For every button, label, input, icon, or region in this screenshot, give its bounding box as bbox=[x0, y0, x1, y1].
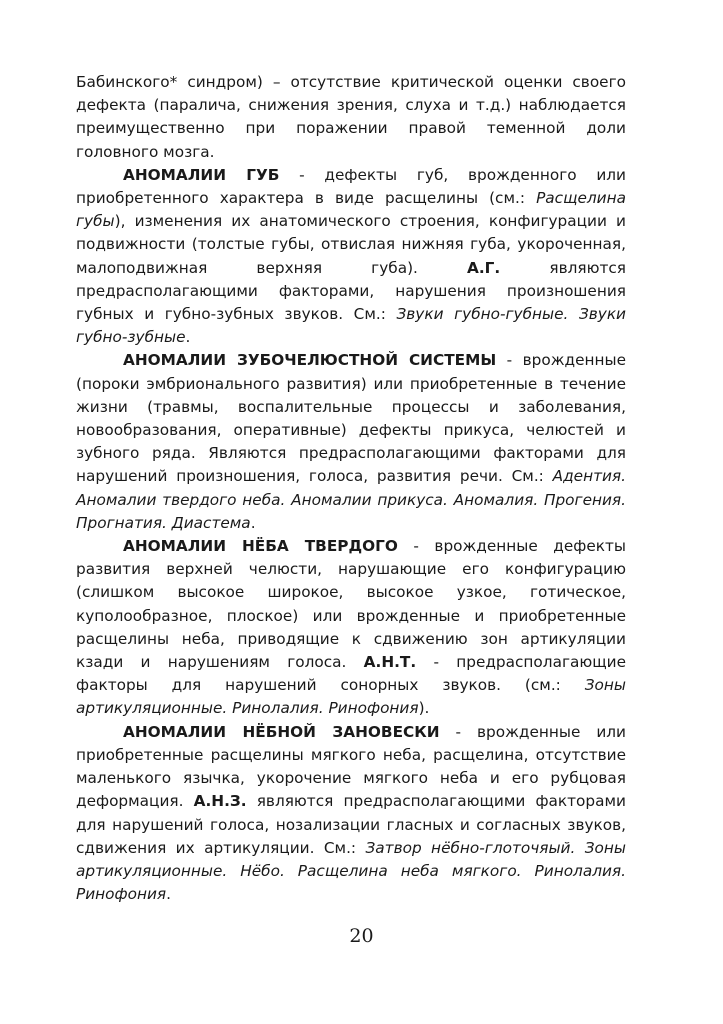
cross-reference: Звуки губно-губные. Звуки губно-зубные bbox=[76, 305, 626, 347]
entry-dentofacial-anomalies bbox=[76, 349, 626, 535]
entry-body: - дефекты губ, врожденного или приобретенного характера в виде расщелины (см.: bbox=[76, 165, 626, 208]
entry-tail: . bbox=[250, 513, 256, 532]
entry-term: АНОМАЛИИ НЁБНОЙ ЗАНОВЕСКИ bbox=[123, 722, 440, 741]
cross-reference: Адентия. Аномалии твердого неба. Аномалии прикуса. Аномалия. Прогения. Прогнатия. Диастема bbox=[76, 467, 626, 532]
entry-body: - врожденные или приобретенные расщелины мягкого неба, расщелина, отсутствие маленького язычка, укорочение мягкого неба и его рубцовая деформация. bbox=[76, 722, 626, 811]
cross-reference: Затвор нёбно-глоточяый. Зоны артикуляционные. Нёбо. Расщелина неба мягкого. Ринолалия. Ринофония bbox=[76, 838, 626, 904]
intro-paragraph bbox=[76, 71, 626, 164]
entry-tail: . bbox=[185, 328, 191, 347]
cross-reference: Расщелина губы bbox=[76, 189, 626, 231]
entry-abbreviation: А.Г. bbox=[467, 258, 501, 277]
entry-body: являются предрасполагающими факторами, нарушения произношения губных и губно-зубных звуков. См.: bbox=[76, 258, 626, 324]
entry-body: - предрасполагающие факторы для нарушений сонорных звуков. (см.: bbox=[76, 653, 626, 695]
entry-term: АНОМАЛИИ НЁБА ТВЕРДОГО bbox=[123, 537, 398, 556]
entry-term: АНОМАЛИИ ГУБ bbox=[123, 165, 280, 184]
entry-body: ), изменения их анатомического строения, конфигурации и подвижности (толстые губы, отвислая нижняя губа, укороченная, малоподвижная верхняя губа). bbox=[76, 212, 626, 277]
page-number: 20 bbox=[349, 925, 374, 947]
entry-body: являются предрасполагающими факторами для нарушений голоса, нозализации гласных и согласных звуков, сдвижения их артикуляции. См.: bbox=[76, 792, 626, 857]
entry-abbreviation: А.Н.Т. bbox=[363, 653, 417, 672]
entry-tail: ). bbox=[418, 699, 430, 718]
entry-body: - врожденные (пороки эмбрионального развития) или приобретенные в течение жизни (травмы, воспалительные процессы и заболевания, новообразования, оперативные) дефекты прикуса, челюстей и зубного ряда. Являются предрасполагающими факторами для нарушений произношения, голоса, развития речи. См.: bbox=[76, 351, 626, 486]
entry-body: - врожденные дефекты развития верхней челюсти, нарушающие его конфигурацию (слишком высокое широкое, высокое узкое, готическое, куполообразное, плоское) или врожденные и приобретенные расщелины неба, приводящие к сдвижению зон артикуляции кзади и нарушениям голоса. bbox=[76, 537, 626, 672]
entry-lip-anomalies bbox=[76, 164, 626, 350]
entry-term: АНОМАЛИИ ЗУБОЧЕЛЮСТНОЙ СИСТЕМЫ bbox=[123, 351, 497, 370]
entry-abbreviation: А.Н.З. bbox=[193, 792, 247, 811]
intro-text: Бабинского* синдром) – отсутствие критической оценки своего дефекта (паралича, снижения зрения, слуха и т.д.) наблюдается преимущественно при поражении правой теменной доли головного мозга. bbox=[76, 73, 626, 161]
cross-reference: Зоны артикуляционные. Ринолалия. Ринофония bbox=[76, 676, 626, 718]
entry-hard-palate-anomalies bbox=[76, 535, 626, 721]
dictionary-text bbox=[76, 71, 626, 906]
entry-tail: . bbox=[166, 885, 171, 904]
entry-velum-anomalies bbox=[76, 721, 626, 907]
